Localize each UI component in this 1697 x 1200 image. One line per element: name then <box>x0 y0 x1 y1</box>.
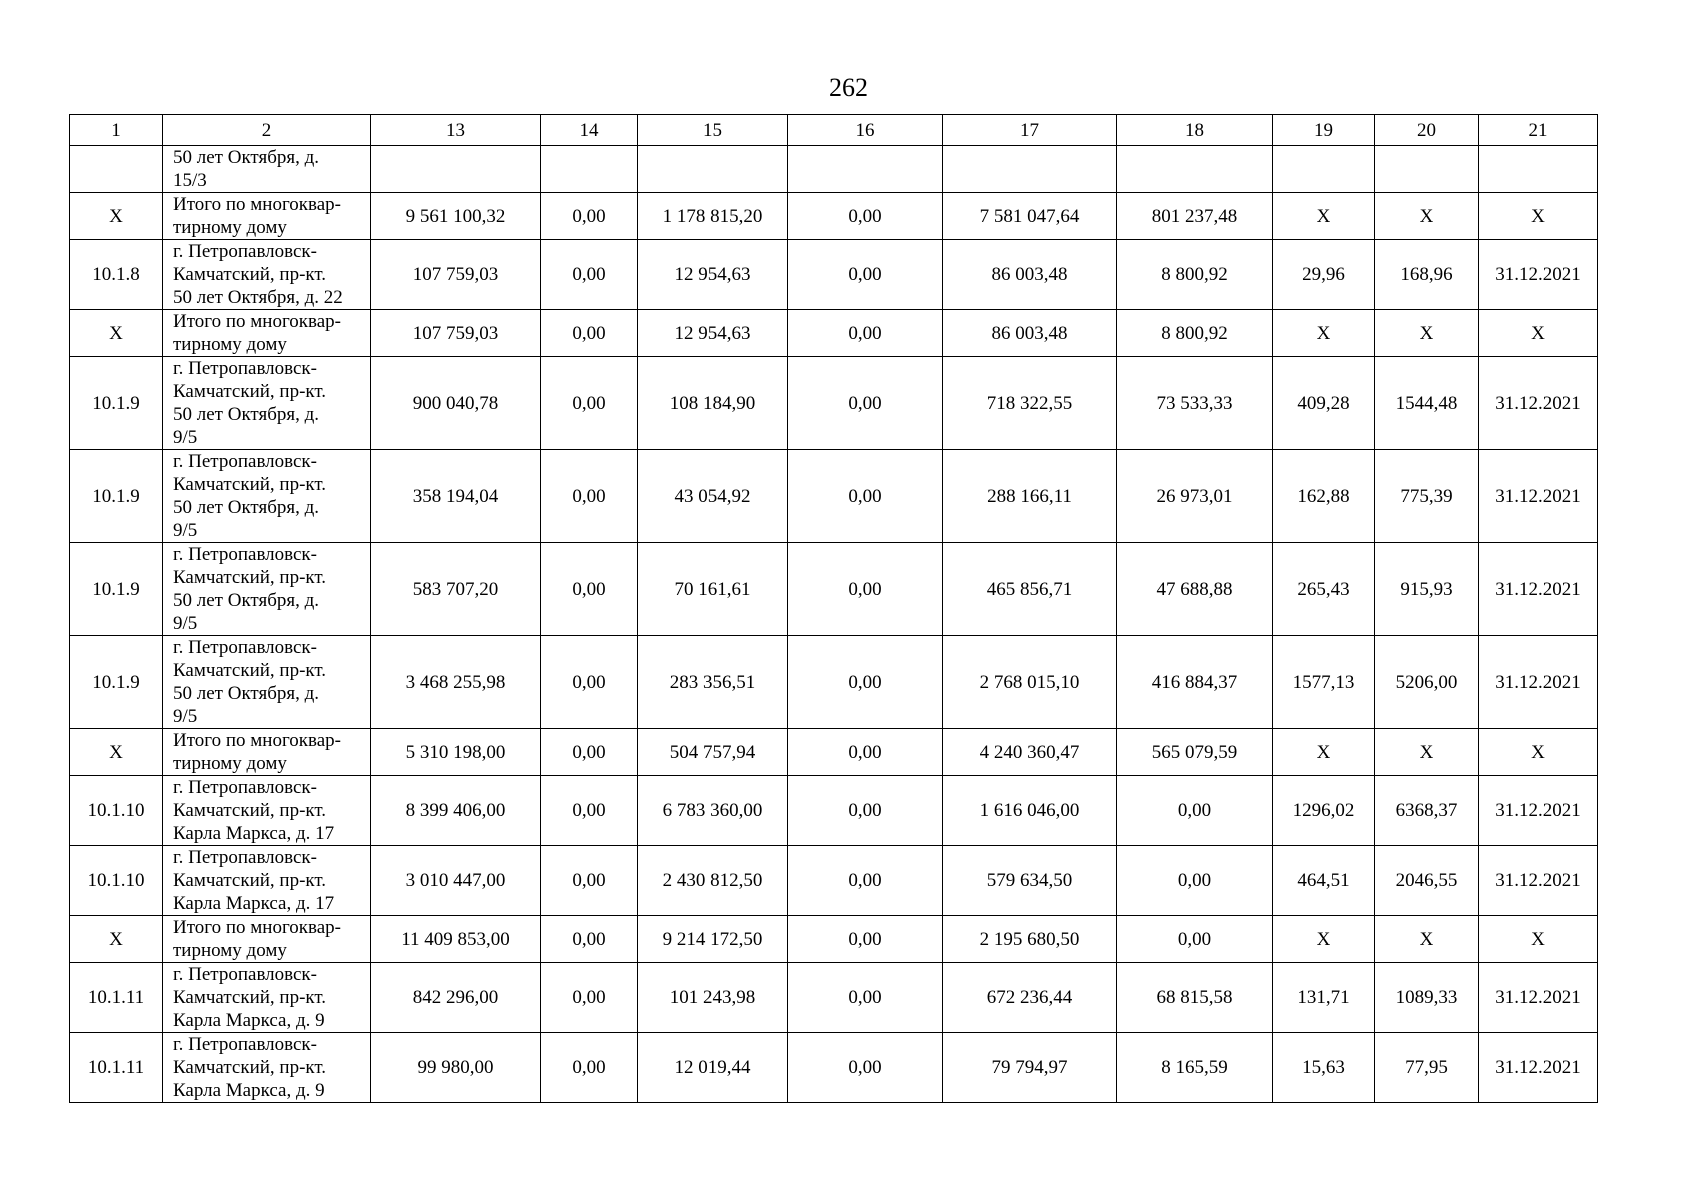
column-header: 1 <box>70 115 163 146</box>
value-cell-col-16: 0,00 <box>788 310 943 357</box>
value-cell-col-17: 718 322,55 <box>943 357 1117 450</box>
table-row <box>70 357 1598 450</box>
value-cell-col-19: Х <box>1273 916 1375 963</box>
table-row <box>70 240 1598 310</box>
value-cell-col-14: 0,00 <box>541 357 638 450</box>
address-line: Итого по многоквар- <box>173 311 341 332</box>
address-cell <box>163 636 371 729</box>
table-row <box>70 729 1598 776</box>
column-header: 13 <box>371 115 541 146</box>
value-cell-col-16: 0,00 <box>788 240 943 310</box>
address-line: Камчатский, пр-кт. <box>173 800 327 821</box>
address-line: г. Петропавловск- <box>173 358 317 379</box>
address-line: Карла Маркса, д. 9 <box>173 1010 325 1031</box>
value-cell-col-19: 409,28 <box>1273 357 1375 450</box>
value-cell-col-17: 79 794,97 <box>943 1033 1117 1103</box>
value-cell-col-18: 8 800,92 <box>1117 240 1273 310</box>
value-cell-col-14: 0,00 <box>541 193 638 240</box>
address-line: 50 лет Октября, д. <box>173 147 320 168</box>
value-cell-col-14: 0,00 <box>541 1033 638 1103</box>
address-cell <box>163 776 371 846</box>
value-cell-col-21: 31.12.2021 <box>1479 846 1598 916</box>
value-cell-col-13: 583 707,20 <box>371 543 541 636</box>
value-cell-col-16: 0,00 <box>788 729 943 776</box>
value-cell-col-19: 1296,02 <box>1273 776 1375 846</box>
value-cell-col-17: 86 003,48 <box>943 310 1117 357</box>
value-cell-col-18: 416 884,37 <box>1117 636 1273 729</box>
address-line: 9/5 <box>173 520 198 541</box>
row-number-cell: 10.1.9 <box>70 543 163 636</box>
value-cell-col-19: 162,88 <box>1273 450 1375 543</box>
value-cell-col-14: 0,00 <box>541 846 638 916</box>
value-cell-col-16: 0,00 <box>788 450 943 543</box>
address-line: Итого по многоквар- <box>173 730 341 751</box>
address-line: г. Петропавловск- <box>173 777 317 798</box>
value-cell-col-20: 2046,55 <box>1375 846 1479 916</box>
address-line: г. Петропавловск- <box>173 637 317 658</box>
value-cell-col-18: 565 079,59 <box>1117 729 1273 776</box>
address-cell <box>163 846 371 916</box>
value-cell-col-18: 801 237,48 <box>1117 193 1273 240</box>
value-cell-col-20 <box>1375 146 1479 193</box>
column-header: 17 <box>943 115 1117 146</box>
row-number-cell: Х <box>70 310 163 357</box>
value-cell-col-14: 0,00 <box>541 916 638 963</box>
value-cell-col-16 <box>788 146 943 193</box>
value-cell-col-14: 0,00 <box>541 963 638 1033</box>
value-cell-col-13: 107 759,03 <box>371 240 541 310</box>
table-row <box>70 846 1598 916</box>
value-cell-col-15: 2 430 812,50 <box>638 846 788 916</box>
column-header: 19 <box>1273 115 1375 146</box>
address-line: 9/5 <box>173 706 198 727</box>
value-cell-col-17: 1 616 046,00 <box>943 776 1117 846</box>
address-cell <box>163 916 371 963</box>
address-line: г. Петропавловск- <box>173 451 317 472</box>
value-cell-col-16: 0,00 <box>788 776 943 846</box>
value-cell-col-16: 0,00 <box>788 543 943 636</box>
value-cell-col-14: 0,00 <box>541 240 638 310</box>
value-cell-col-19: Х <box>1273 193 1375 240</box>
address-line: тирному дому <box>173 753 287 774</box>
value-cell-col-14 <box>541 146 638 193</box>
value-cell-col-13: 11 409 853,00 <box>371 916 541 963</box>
value-cell-col-21: 31.12.2021 <box>1479 450 1598 543</box>
address-cell <box>163 146 371 193</box>
value-cell-col-19: 464,51 <box>1273 846 1375 916</box>
address-cell <box>163 310 371 357</box>
address-line: 9/5 <box>173 427 198 448</box>
table-header <box>70 115 1598 146</box>
value-cell-col-15: 108 184,90 <box>638 357 788 450</box>
value-cell-col-17: 579 634,50 <box>943 846 1117 916</box>
value-cell-col-20: 77,95 <box>1375 1033 1479 1103</box>
address-line: г. Петропавловск- <box>173 847 317 868</box>
row-number-cell: 10.1.9 <box>70 357 163 450</box>
value-cell-col-15: 1 178 815,20 <box>638 193 788 240</box>
value-cell-col-16: 0,00 <box>788 1033 943 1103</box>
row-number-cell: 10.1.9 <box>70 450 163 543</box>
value-cell-col-17: 288 166,11 <box>943 450 1117 543</box>
value-cell-col-18: 0,00 <box>1117 776 1273 846</box>
value-cell-col-17: 672 236,44 <box>943 963 1117 1033</box>
value-cell-col-13: 842 296,00 <box>371 963 541 1033</box>
value-cell-col-19: 15,63 <box>1273 1033 1375 1103</box>
value-cell-col-21: 31.12.2021 <box>1479 543 1598 636</box>
value-cell-col-19: 131,71 <box>1273 963 1375 1033</box>
value-cell-col-16: 0,00 <box>788 963 943 1033</box>
value-cell-col-13 <box>371 146 541 193</box>
value-cell-col-14: 0,00 <box>541 636 638 729</box>
value-cell-col-15: 6 783 360,00 <box>638 776 788 846</box>
value-cell-col-20: 6368,37 <box>1375 776 1479 846</box>
value-cell-col-13: 3 010 447,00 <box>371 846 541 916</box>
row-number-cell: Х <box>70 916 163 963</box>
address-line: Итого по многоквар- <box>173 194 341 215</box>
value-cell-col-19: 1577,13 <box>1273 636 1375 729</box>
value-cell-col-20: 775,39 <box>1375 450 1479 543</box>
table-body <box>70 146 1598 1103</box>
value-cell-col-19 <box>1273 146 1375 193</box>
value-cell-col-15: 70 161,61 <box>638 543 788 636</box>
value-cell-col-20: 1544,48 <box>1375 357 1479 450</box>
column-header: 20 <box>1375 115 1479 146</box>
value-cell-col-15: 43 054,92 <box>638 450 788 543</box>
value-cell-col-15: 283 356,51 <box>638 636 788 729</box>
value-cell-col-18: 68 815,58 <box>1117 963 1273 1033</box>
value-cell-col-17: 2 195 680,50 <box>943 916 1117 963</box>
value-cell-col-15 <box>638 146 788 193</box>
value-cell-col-15: 101 243,98 <box>638 963 788 1033</box>
value-cell-col-17: 7 581 047,64 <box>943 193 1117 240</box>
address-line: 50 лет Октября, д. <box>173 497 320 518</box>
value-cell-col-16: 0,00 <box>788 357 943 450</box>
value-cell-col-14: 0,00 <box>541 543 638 636</box>
address-line: 50 лет Октября, д. <box>173 590 320 611</box>
address-line: г. Петропавловск- <box>173 1034 317 1055</box>
value-cell-col-20: 168,96 <box>1375 240 1479 310</box>
value-cell-col-13: 358 194,04 <box>371 450 541 543</box>
value-cell-col-17: 4 240 360,47 <box>943 729 1117 776</box>
table-row <box>70 1033 1598 1103</box>
address-line: Карла Маркса, д. 17 <box>173 893 335 914</box>
table-row <box>70 310 1598 357</box>
row-number-cell: 10.1.10 <box>70 776 163 846</box>
value-cell-col-13: 9 561 100,32 <box>371 193 541 240</box>
row-number-cell: 10.1.11 <box>70 1033 163 1103</box>
table-row <box>70 636 1598 729</box>
value-cell-col-14: 0,00 <box>541 450 638 543</box>
value-cell-col-13: 5 310 198,00 <box>371 729 541 776</box>
address-cell <box>163 240 371 310</box>
address-cell <box>163 450 371 543</box>
address-line: Камчатский, пр-кт. <box>173 987 327 1008</box>
value-cell-col-20: Х <box>1375 310 1479 357</box>
table-row <box>70 776 1598 846</box>
value-cell-col-21: 31.12.2021 <box>1479 636 1598 729</box>
value-cell-col-20: Х <box>1375 916 1479 963</box>
value-cell-col-21: Х <box>1479 729 1598 776</box>
value-cell-col-13: 3 468 255,98 <box>371 636 541 729</box>
address-cell <box>163 729 371 776</box>
value-cell-col-16: 0,00 <box>788 193 943 240</box>
value-cell-col-13: 900 040,78 <box>371 357 541 450</box>
value-cell-col-16: 0,00 <box>788 636 943 729</box>
value-cell-col-19: 265,43 <box>1273 543 1375 636</box>
address-line: г. Петропавловск- <box>173 544 317 565</box>
value-cell-col-14: 0,00 <box>541 310 638 357</box>
address-line: Камчатский, пр-кт. <box>173 870 327 891</box>
value-cell-col-19: 29,96 <box>1273 240 1375 310</box>
address-line: Итого по многоквар- <box>173 917 341 938</box>
address-line: 50 лет Октября, д. <box>173 404 320 425</box>
address-line: г. Петропавловск- <box>173 964 317 985</box>
value-cell-col-14: 0,00 <box>541 776 638 846</box>
column-header: 16 <box>788 115 943 146</box>
value-cell-col-14: 0,00 <box>541 729 638 776</box>
value-cell-col-21: Х <box>1479 193 1598 240</box>
table-row <box>70 543 1598 636</box>
value-cell-col-20: 1089,33 <box>1375 963 1479 1033</box>
column-header: 2 <box>163 115 371 146</box>
address-line: Камчатский, пр-кт. <box>173 567 327 588</box>
value-cell-col-19: Х <box>1273 310 1375 357</box>
value-cell-col-16: 0,00 <box>788 916 943 963</box>
value-cell-col-21: Х <box>1479 916 1598 963</box>
address-cell <box>163 963 371 1033</box>
row-number-cell: 10.1.10 <box>70 846 163 916</box>
address-line: 9/5 <box>173 613 198 634</box>
value-cell-col-21: Х <box>1479 310 1598 357</box>
value-cell-col-20: 5206,00 <box>1375 636 1479 729</box>
header-row <box>70 115 1598 146</box>
data-table <box>69 114 1598 1103</box>
row-number-cell: Х <box>70 193 163 240</box>
value-cell-col-17: 86 003,48 <box>943 240 1117 310</box>
value-cell-col-18: 73 533,33 <box>1117 357 1273 450</box>
value-cell-col-17: 2 768 015,10 <box>943 636 1117 729</box>
address-cell <box>163 357 371 450</box>
address-cell <box>163 543 371 636</box>
address-line: тирному дому <box>173 217 287 238</box>
value-cell-col-15: 504 757,94 <box>638 729 788 776</box>
column-header: 15 <box>638 115 788 146</box>
address-line: тирному дому <box>173 334 287 355</box>
value-cell-col-13: 8 399 406,00 <box>371 776 541 846</box>
address-line: Камчатский, пр-кт. <box>173 660 327 681</box>
address-line: г. Петропавловск- <box>173 241 317 262</box>
address-line: Камчатский, пр-кт. <box>173 1057 327 1078</box>
address-line: Карла Маркса, д. 17 <box>173 823 335 844</box>
value-cell-col-18: 47 688,88 <box>1117 543 1273 636</box>
address-line: тирному дому <box>173 940 287 961</box>
value-cell-col-21: 31.12.2021 <box>1479 357 1598 450</box>
table-row <box>70 450 1598 543</box>
row-number-cell <box>70 146 163 193</box>
value-cell-col-15: 9 214 172,50 <box>638 916 788 963</box>
address-line: 50 лет Октября, д. 22 <box>173 287 343 308</box>
column-header: 14 <box>541 115 638 146</box>
page-number: 262 <box>829 73 868 102</box>
address-line: Камчатский, пр-кт. <box>173 381 327 402</box>
value-cell-col-21: 31.12.2021 <box>1479 776 1598 846</box>
value-cell-col-19: Х <box>1273 729 1375 776</box>
row-number-cell: 10.1.8 <box>70 240 163 310</box>
value-cell-col-20: Х <box>1375 729 1479 776</box>
value-cell-col-20: Х <box>1375 193 1479 240</box>
table-row <box>70 193 1598 240</box>
column-header: 21 <box>1479 115 1598 146</box>
address-cell <box>163 1033 371 1103</box>
value-cell-col-13: 107 759,03 <box>371 310 541 357</box>
address-line: 50 лет Октября, д. <box>173 683 320 704</box>
value-cell-col-15: 12 954,63 <box>638 240 788 310</box>
address-line: Камчатский, пр-кт. <box>173 474 327 495</box>
row-number-cell: Х <box>70 729 163 776</box>
row-number-cell: 10.1.9 <box>70 636 163 729</box>
value-cell-col-20: 915,93 <box>1375 543 1479 636</box>
table-row <box>70 963 1598 1033</box>
value-cell-col-21: 31.12.2021 <box>1479 240 1598 310</box>
address-line: Камчатский, пр-кт. <box>173 264 327 285</box>
table-row <box>70 916 1598 963</box>
value-cell-col-15: 12 954,63 <box>638 310 788 357</box>
value-cell-col-13: 99 980,00 <box>371 1033 541 1103</box>
value-cell-col-21 <box>1479 146 1598 193</box>
address-line: 15/3 <box>173 170 207 191</box>
value-cell-col-18 <box>1117 146 1273 193</box>
value-cell-col-15: 12 019,44 <box>638 1033 788 1103</box>
value-cell-col-16: 0,00 <box>788 846 943 916</box>
value-cell-col-18: 0,00 <box>1117 846 1273 916</box>
table-row <box>70 146 1598 193</box>
value-cell-col-18: 0,00 <box>1117 916 1273 963</box>
address-cell <box>163 193 371 240</box>
address-line: Карла Маркса, д. 9 <box>173 1080 325 1101</box>
value-cell-col-17: 465 856,71 <box>943 543 1117 636</box>
value-cell-col-18: 26 973,01 <box>1117 450 1273 543</box>
column-header: 18 <box>1117 115 1273 146</box>
value-cell-col-21: 31.12.2021 <box>1479 1033 1598 1103</box>
value-cell-col-18: 8 800,92 <box>1117 310 1273 357</box>
value-cell-col-21: 31.12.2021 <box>1479 963 1598 1033</box>
row-number-cell: 10.1.11 <box>70 963 163 1033</box>
value-cell-col-18: 8 165,59 <box>1117 1033 1273 1103</box>
value-cell-col-17 <box>943 146 1117 193</box>
